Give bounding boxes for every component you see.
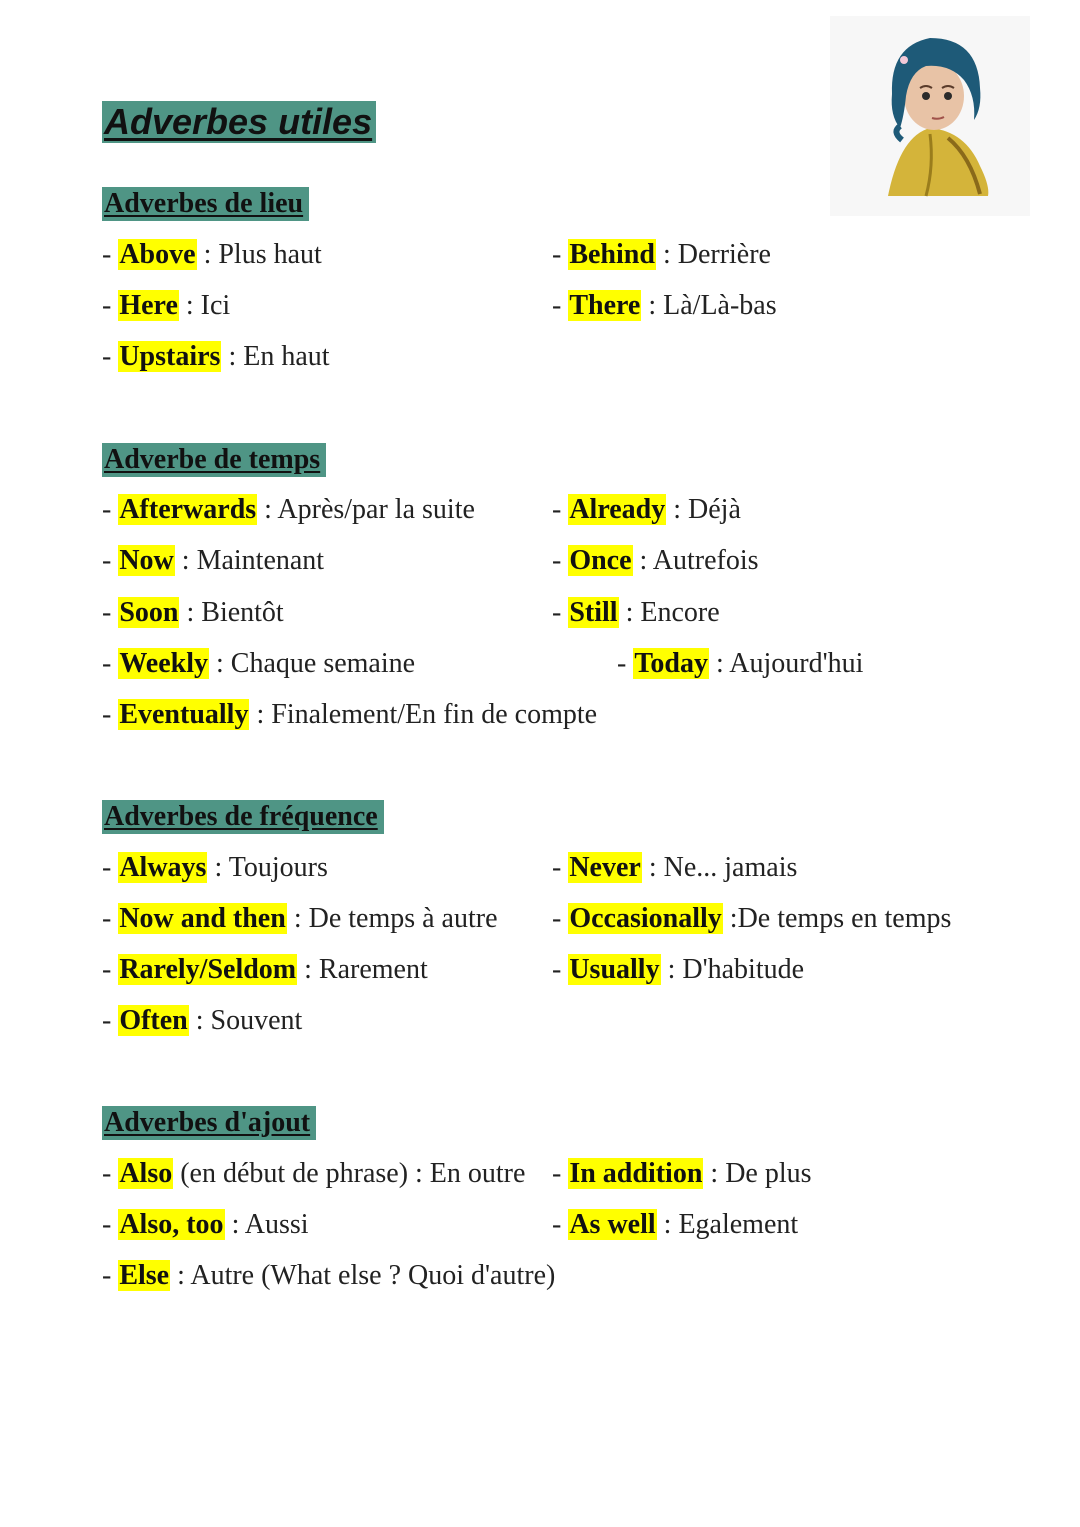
adverb-term: As well (569, 1209, 656, 1240)
separator: : (722, 903, 738, 934)
adverb-term: In addition (569, 1158, 703, 1189)
separator: : (618, 597, 641, 628)
list-item: - Upstairs : En haut (102, 341, 330, 372)
page-title: Adverbes utiles (102, 101, 376, 143)
adverb-term: Still (569, 597, 618, 628)
adverb-term: Else (119, 1260, 170, 1291)
adverb-term: Once (569, 545, 632, 576)
list-item: - Eventually : Finalement/En fin de compte (102, 699, 598, 730)
adverb-definition: Aussi (244, 1209, 309, 1240)
adverb-definition: Autre (What else ? Quoi d'autre) (190, 1260, 556, 1291)
list-item: - Occasionally :De temps en temps (552, 903, 952, 934)
adverb-definition: Déjà (688, 494, 741, 525)
list-item: - As well : Egalement (552, 1209, 799, 1240)
list-item: - Here : Ici (102, 290, 231, 321)
adverb-definition: De temps à autre (308, 903, 498, 934)
adverb-term: There (569, 290, 641, 321)
adverb-term: Occasionally (569, 903, 722, 934)
separator: : (632, 545, 653, 576)
adverb-definition: De plus (725, 1158, 812, 1189)
separator: : (174, 545, 197, 576)
list-item: - Never : Ne... jamais (552, 852, 798, 883)
adverb-term: Above (119, 239, 196, 270)
character-picture (830, 16, 1030, 216)
adverb-definition: En haut (243, 341, 330, 372)
separator: : (179, 597, 202, 628)
adverb-term: Also (119, 1158, 173, 1189)
separator: : (207, 852, 229, 883)
adverb-term: Weekly (119, 648, 208, 679)
adverb-definition: Ici (200, 290, 231, 321)
adverb-definition: Après/par la suite (277, 494, 475, 525)
section-heading-lieu: Adverbes de lieu (102, 187, 309, 221)
adverb-term: Often (119, 1005, 188, 1036)
separator: : (660, 954, 683, 985)
adverb-definition: Encore (640, 597, 720, 628)
section-heading-temps: Adverbe de temps (102, 443, 326, 477)
adverb-term: Soon (119, 597, 179, 628)
separator: : (666, 494, 689, 525)
adverb-definition: Aujourd'hui (729, 648, 864, 679)
adverb-definition: D'habitude (682, 954, 805, 985)
list-item: - Also, too : Aussi (102, 1209, 309, 1240)
adverb-term: Also, too (119, 1209, 224, 1240)
adverb-definition: Derrière (677, 239, 771, 270)
adverb-term: Today (634, 648, 709, 679)
list-item: - In addition : De plus (552, 1158, 812, 1189)
section-heading-ajout: Adverbes d'ajout (102, 1106, 316, 1140)
adverb-definition: Là/Là-bas (663, 290, 777, 321)
adverb-definition: Autrefois (652, 545, 759, 576)
list-item: - Still : Encore (552, 597, 720, 628)
adverb-term: Usually (569, 954, 660, 985)
adverb-term: Already (569, 494, 666, 525)
separator: : (257, 494, 278, 525)
separator: : (178, 290, 201, 321)
adverb-definition: Plus haut (218, 239, 322, 270)
list-item: - Also (en début de phrase) : En outre (102, 1158, 526, 1189)
list-item: - Afterwards : Après/par la suite (102, 494, 475, 525)
separator: : (656, 1209, 679, 1240)
adverb-definition: Rarement (318, 954, 428, 985)
separator: : (188, 1005, 211, 1036)
adverb-term: Behind (569, 239, 655, 270)
list-item: - Today : Aujourd'hui (617, 648, 864, 679)
adverb-definition: Ne... jamais (663, 852, 798, 883)
separator: : (224, 1209, 245, 1240)
adverb-term: Never (569, 852, 641, 883)
list-item: - Above : Plus haut (102, 239, 322, 270)
list-item: - Already : Déjà (552, 494, 741, 525)
adverb-definition: De temps en temps (737, 903, 952, 934)
adverb-term: Eventually (119, 699, 249, 730)
adverb-definition: Bientôt (201, 597, 284, 628)
separator: : (709, 648, 730, 679)
adverb-definition: Maintenant (196, 545, 325, 576)
list-item: - Once : Autrefois (552, 545, 759, 576)
list-item: - Else : Autre (What else ? Quoi d'autre) (102, 1260, 556, 1291)
separator: : (221, 341, 244, 372)
adverb-definition: Finalement/En fin de compte (271, 699, 598, 730)
adverb-term: Upstairs (119, 341, 221, 372)
separator: : (703, 1158, 726, 1189)
section-heading-frequence: Adverbes de fréquence (102, 800, 384, 834)
adverb-definition: Egalement (678, 1209, 799, 1240)
coraline-figure-icon (830, 16, 1030, 216)
adverb-definition: Toujours (228, 852, 328, 883)
list-item: - Always : Toujours (102, 852, 328, 883)
separator: : (209, 648, 231, 679)
list-item: - Rarely/Seldom : Rarement (102, 954, 428, 985)
separator: : (655, 239, 678, 270)
separator: : (196, 239, 219, 270)
adverb-term: Afterwards (119, 494, 257, 525)
list-item: - Behind : Derrière (552, 239, 771, 270)
separator: : (249, 699, 272, 730)
adverb-term: Now (119, 545, 174, 576)
separator: : (297, 954, 319, 985)
adverb-term: Rarely/Seldom (119, 954, 297, 985)
list-item: - Often : Souvent (102, 1005, 303, 1036)
list-item: - Usually : D'habitude (552, 954, 805, 985)
adverb-definition: Chaque semaine (230, 648, 416, 679)
separator: : (286, 903, 309, 934)
adverb-term: Now and then (119, 903, 286, 934)
list-item: - Weekly : Chaque semaine (102, 648, 416, 679)
separator: : (170, 1260, 191, 1291)
adverb-definition: (en début de phrase) : En outre (180, 1158, 526, 1189)
list-item: - There : Là/Là-bas (552, 290, 777, 321)
list-item: - Soon : Bientôt (102, 597, 284, 628)
list-item: - Now and then : De temps à autre (102, 903, 498, 934)
separator: : (641, 852, 664, 883)
list-item: - Now : Maintenant (102, 545, 325, 576)
adverb-definition: Souvent (210, 1005, 303, 1036)
separator: : (641, 290, 664, 321)
adverb-term: Always (119, 852, 207, 883)
adverb-term: Here (119, 290, 178, 321)
